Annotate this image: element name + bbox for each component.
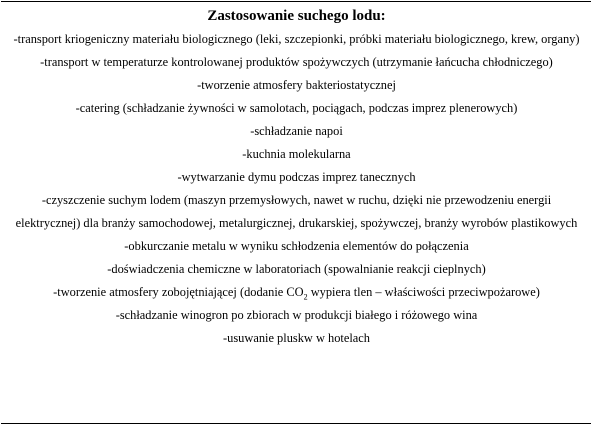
list-item: -obkurczanie metalu w wyniku schłodzenia elementów do połączenia xyxy=(124,239,469,253)
list-item: -schładzanie napoi xyxy=(250,124,343,138)
list-item: -catering (schładzanie żywności w samolotach, pociągach, podczas imprez plenerowych) xyxy=(75,101,518,115)
subscript-text: 2 xyxy=(303,292,308,302)
list-item-text-after: wypiera tlen – właściwości przeciwpożarowe) xyxy=(307,285,540,299)
list-item: -transport w temperaturze kontrolowanej produktów spożywczych (utrzymanie łańcucha chłodniczego) xyxy=(40,55,553,69)
document-title: Zastosowanie suchego lodu: xyxy=(207,8,386,24)
list-item: -transport kriogeniczny materiału biologicznego (leki, szczepionki, próbki materiału biologicznego, krew, organy) xyxy=(13,32,580,46)
list-item: -wytwarzanie dymu podczas imprez tanecznych xyxy=(177,170,416,184)
list-item: -kuchnia molekularna xyxy=(242,147,351,161)
list-item: -doświadczenia chemiczne w laboratoriach (spowalnianie reakcji cieplnych) xyxy=(107,262,486,276)
list-item: -schładzanie winogron po zbiorach w produkcji białego i różowego wina xyxy=(115,308,478,322)
document-body xyxy=(0,6,593,350)
list-item-co2 xyxy=(0,281,593,304)
list-item-text-before: -tworzenie atmosfery zobojętniającej (dodanie CO xyxy=(53,285,304,299)
list-item: -czyszczenie suchym lodem (maszyn przemysłowych, nawet w ruchu, dzięki nie przewodzeniu energii elektrycznej) dla branży samochodowej, metalurgicznej, drukarskiej, spożywczej, branży wyrobów plastikowych xyxy=(15,193,578,230)
list-item: -usuwanie pluskw w hotelach xyxy=(223,331,370,345)
list-item: -tworzenie atmosfery bakteriostatycznej xyxy=(197,78,396,92)
